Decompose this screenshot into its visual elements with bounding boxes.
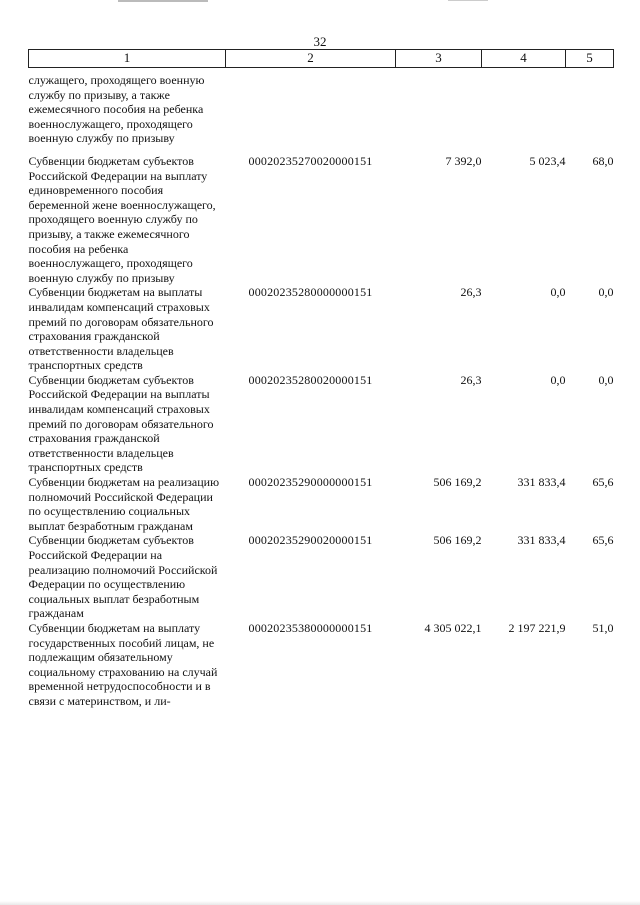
row-value-actual: 5 023,4 <box>529 153 566 168</box>
row-description: Субвенции бюджетам на выплаты инвалидам компенсаций страховых премий по договорам обязательного страхования гражданской ответственности владельцев транспортных средств <box>28 285 214 373</box>
column-header-5: 5 <box>566 50 614 68</box>
table-row <box>29 68 614 154</box>
row-code: 00020235290000000151 <box>248 475 373 490</box>
budget-table <box>28 49 614 709</box>
row-code: 00020235380000000151 <box>248 620 373 635</box>
table-row <box>29 533 614 621</box>
row-value-actual: 0,0 <box>550 285 566 300</box>
table-row <box>29 285 614 373</box>
table-header-row <box>29 50 614 68</box>
row-description: Субвенции бюджетам субъектов Российской Федерации на реализацию полномочий Российской Федерации по осуществлению социальных выплат безработным гражданам <box>28 533 218 621</box>
row-code: 00020235280020000151 <box>248 372 373 387</box>
row-code: 00020235280000000151 <box>248 285 373 300</box>
table-row <box>29 475 614 533</box>
row-value-plan: 506 169,2 <box>433 475 482 490</box>
page-number: 32 <box>313 34 327 49</box>
row-description: Субвенции бюджетам на реализацию полномочий Российской Федерации по осуществлению социальных выплат безработным гражданам <box>28 475 220 533</box>
column-header-3: 3 <box>396 50 482 68</box>
row-value-percent: 0,0 <box>598 372 614 387</box>
scan-artifact <box>118 0 208 2</box>
row-value-actual: 331 833,4 <box>517 533 566 548</box>
table-row <box>29 373 614 475</box>
row-code: 00020235290020000151 <box>248 533 373 548</box>
column-header-2: 2 <box>226 50 396 68</box>
row-value-percent: 0,0 <box>598 285 614 300</box>
column-header-4: 4 <box>482 50 566 68</box>
row-value-plan <box>396 68 482 154</box>
row-value-actual: 0,0 <box>550 372 566 387</box>
scan-artifact <box>448 0 488 1</box>
row-code <box>226 68 396 154</box>
row-value-percent: 51,0 <box>592 620 614 635</box>
row-value-actual: 331 833,4 <box>517 475 566 490</box>
row-description: Субвенции бюджетам на выплату государственных пособий лицам, не подлежащим обязательному социальному страхованию на случай временной нетрудоспособности и в связи с материнством, и ли- <box>28 620 218 708</box>
row-value-plan: 26,3 <box>460 372 482 387</box>
row-value-percent <box>566 68 614 154</box>
row-value-percent: 65,6 <box>592 475 614 490</box>
column-header-1: 1 <box>29 50 226 68</box>
row-value-percent: 65,6 <box>592 533 614 548</box>
row-description: служащего, проходящего военную службу по призыву, а также ежемесячного пособия на ребенка военнослужащего, проходящего военную службу по призыву <box>28 73 205 146</box>
row-value-plan: 7 392,0 <box>445 153 482 168</box>
scan-edge <box>0 901 640 905</box>
row-value-actual <box>482 68 566 154</box>
row-value-actual: 2 197 221,9 <box>508 620 566 635</box>
row-value-percent: 68,0 <box>592 153 614 168</box>
row-description: Субвенции бюджетам субъектов Российской Федерации на выплаты инвалидам компенсаций страховых премий по договорам обязательного страхования гражданской ответственности владельцев транспортных средств <box>28 372 214 475</box>
row-code: 00020235270020000151 <box>248 153 373 168</box>
row-value-plan: 4 305 022,1 <box>424 620 482 635</box>
row-value-plan: 506 169,2 <box>433 533 482 548</box>
table-row <box>29 154 614 285</box>
table-row <box>29 621 614 709</box>
row-value-plan: 26,3 <box>460 285 482 300</box>
row-description: Субвенции бюджетам субъектов Российской Федерации на выплату единовременного пособия беременной жене военнослужащего, проходящего военную службу по призыву, а также ежемесячного пособия на ребенка военнослужащего, проходящего военную службу по призыву <box>28 153 216 285</box>
